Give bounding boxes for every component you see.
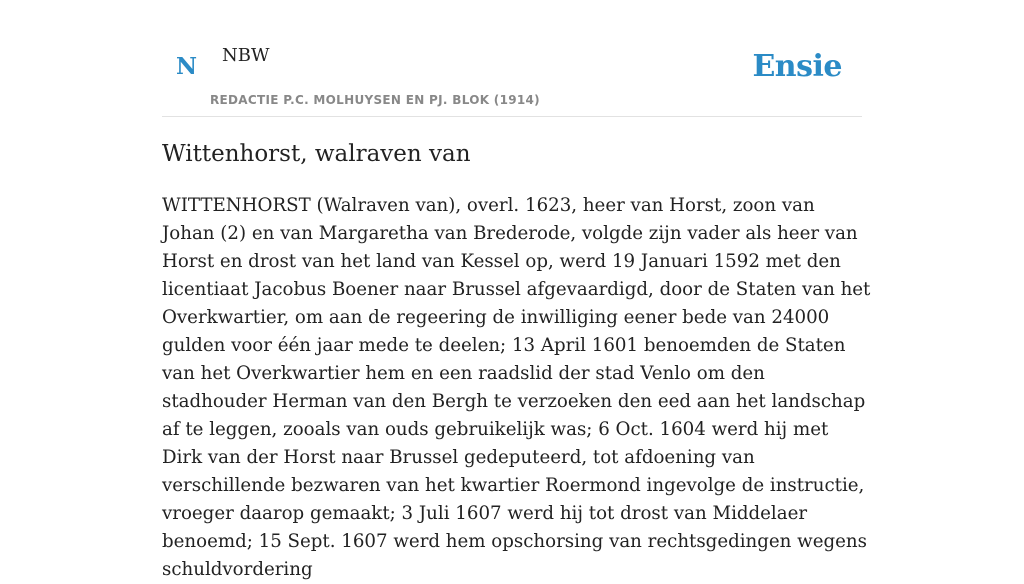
source-name[interactable]: NBW (222, 45, 270, 66)
article-body: WITTENHORST (Walraven van), overl. 1623, heer van Horst, zoon van Johan (2) en van Margaretha van Brederode, volgde zijn vader als heer van Horst en drost van het land van Kessel op, werd 19 Januari 1592 met den licentiaat Jacobus Boener naar Brussel afgevaardigd, door de Staten van het Overkwartier, om aan de regeering de inwilliging eener bede van 24000 gulden voor één jaar mede te deelen; 13 April 1601 benoemden de Staten van het Overkwartier hem en een raadslid der stad Venlo om den stadhouder Herman van den Bergh te verzoeken den eed aan het landschap af te leggen, zooals van ouds gebruikelijk was; 6 Oct. 1604 werd hij met Dirk van der Horst naar Brussel gedeputeerd, tot afdoening van verschillende bezwaren van het kwartier Roermond ingevolge de instructie, vroeger daarop gemaakt; 3 Juli 1607 werd hij tot drost van Middelaer benoemd; 15 Sept. 1607 werd hem opschorsing van rechtsgedingen wegens schuldvordering (162, 195, 871, 580)
header (162, 0, 862, 117)
brand-logo[interactable]: Ensie (752, 49, 842, 84)
source-subtitle: REDACTIE P.C. MOLHUYSEN EN PJ. BLOK (1914) (210, 93, 540, 107)
source-logo[interactable]: N (176, 53, 198, 80)
article-title: Wittenhorst, walraven van (162, 141, 471, 167)
